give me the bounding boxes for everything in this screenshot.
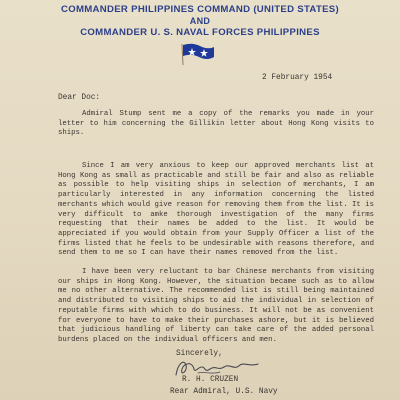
letterhead-and: AND — [189, 16, 211, 26]
letter-date: 2 February 1954 — [262, 74, 333, 82]
signature-name: R. H. CRUZEN — [182, 376, 239, 384]
closing: Sincerely, — [176, 350, 223, 358]
paragraph-2: Since I am very anxious to keep our approved merchants list at Hong Kong as small as practicable and still be fair and also as reliable as possible to help visiting ships in selection of merchants, I am particularly interested in any information concerning the listed merchants which would give reason for removing them from the list. It is very difficult to amke thorough investigation of the many firms requesting that their names be added to the list. It would be appreciated if you would obtain from your Supply Officer a list of the firms listed that he feels to be undesirable with reasons therefore, and send them to me so I can have their names removed from the list. — [58, 162, 374, 258]
paragraph-3: I have been very reluctant to bar Chinese merchants from visiting our ships in Hong Kong. However, the situation became such as to allow me no other alternative. The recommended list is still being maintained and distributed to visiting ships to aid the individual in selection of reputable firms with which to do business. It will not be as convenient for everyone to have to make their purchases ashore, but it is believed that judicious handling of liberty can take care of the added personal burdens placed on the individual officers and men. — [58, 268, 374, 344]
salutation: Dear Doc: — [58, 94, 101, 102]
letterhead-line-1: COMMANDER PHILIPPINES COMMAND (UNITED STATES) — [60, 4, 340, 15]
signature-title: Rear Admiral, U.S. Navy — [170, 388, 278, 396]
admiral-flag-icon — [180, 42, 216, 66]
letterhead-line-2: COMMANDER U. S. NAVAL FORCES PHILIPPINES — [80, 27, 320, 38]
paragraph-1: Admiral Stump sent me a copy of the remarks you made in your letter to him concerning the Gillikin letter about Hong Kong visits to ships. — [58, 110, 374, 138]
